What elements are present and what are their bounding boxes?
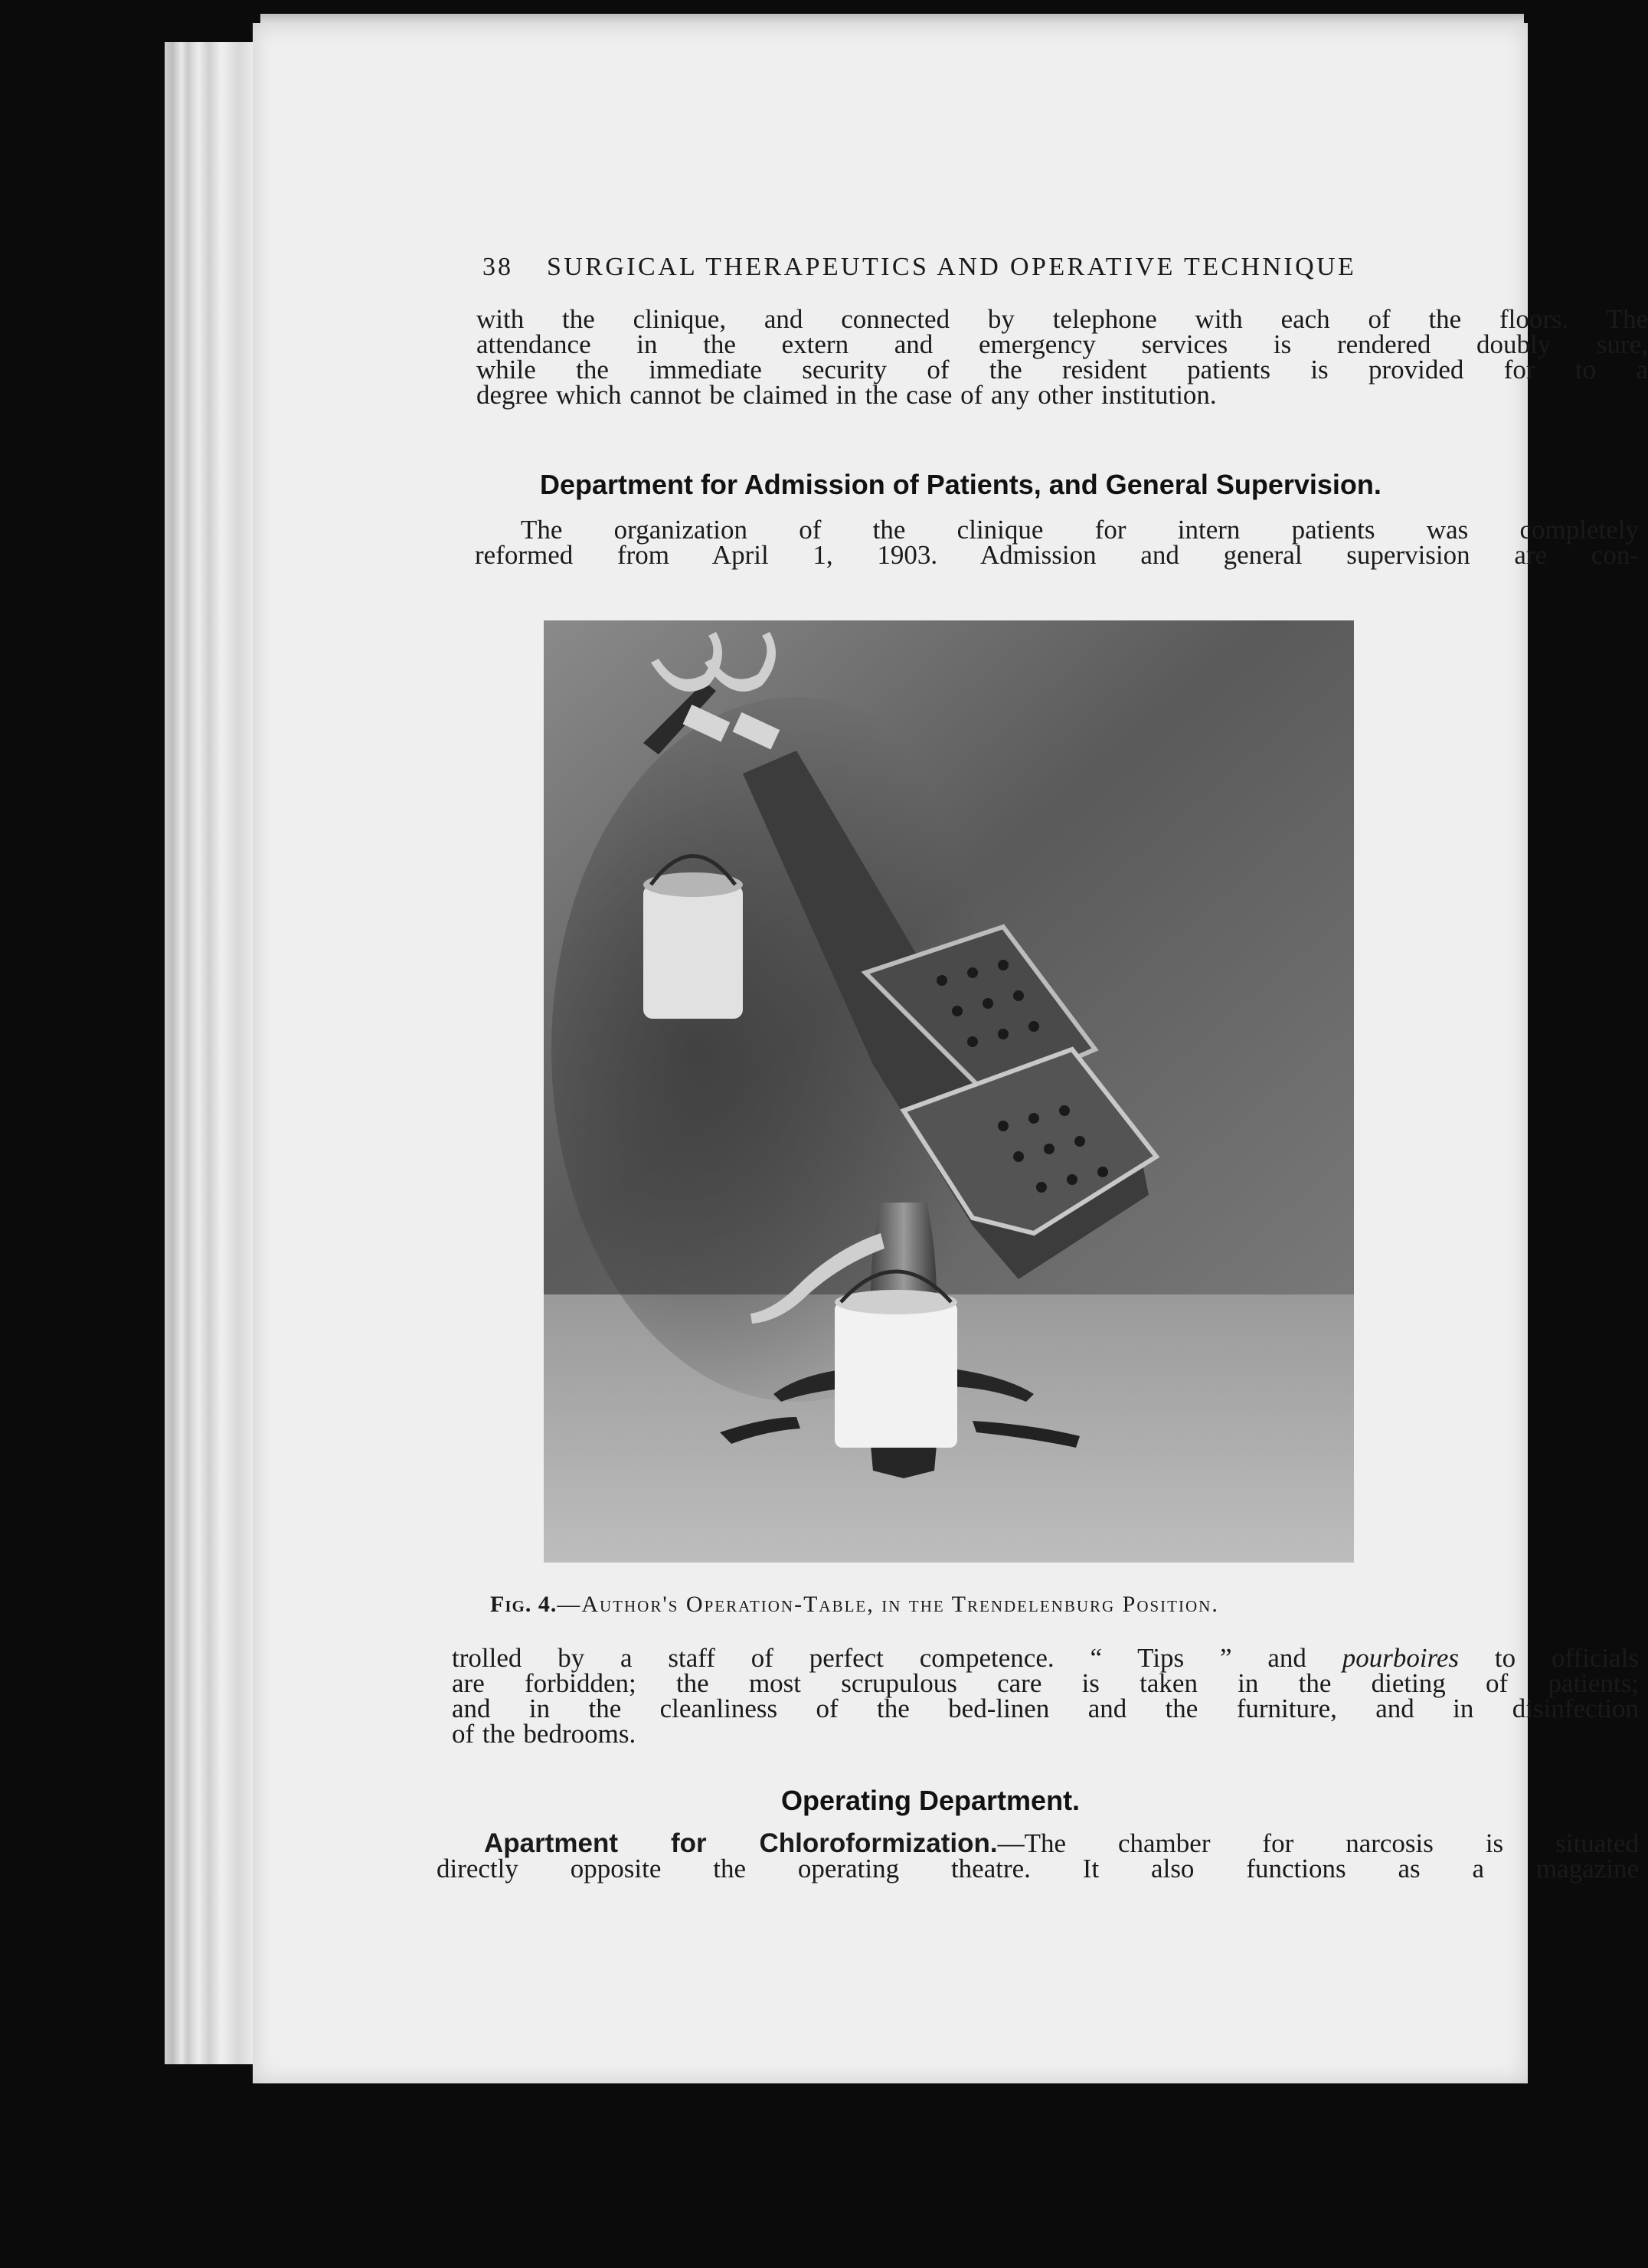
section-heading-operating: Operating Department.: [781, 1785, 1081, 1816]
paragraph-2-line: reformed from April 1, 1903. Admission and general supervision are con-: [475, 540, 1639, 570]
running-head: [482, 253, 1646, 282]
paragraph-3-line: and in the cleanliness of the bed-linen and the furniture, and in disinfection: [452, 1694, 1639, 1723]
paragraph-4-line-2: directly opposite the operating theatre. It also functions as a magazine: [437, 1854, 1639, 1883]
paragraph-2: [475, 517, 1639, 568]
paragraph-3-line: of the bedrooms.: [452, 1719, 636, 1749]
paragraph-3-line-1-end: to officials: [1459, 1643, 1639, 1673]
paragraph-1: [476, 304, 1648, 410]
section-heading-admission: Department for Admission of Patients, and General Supervision.: [540, 469, 1382, 500]
figure-photograph-operation-table: [544, 620, 1354, 1563]
page-number: 38: [482, 253, 513, 281]
book-page: [253, 23, 1648, 2083]
figure-caption: [490, 1592, 1623, 1618]
paragraph-3-line-1: [452, 1645, 1639, 1671]
paragraph-1-line: degree which cannot be claimed in the case of any other institution.: [476, 380, 1217, 410]
paragraph-4-line-1: [437, 1828, 1639, 1858]
paragraph-3-line-1-start: trolled by a staff of perfect competence. “ Tips ” and: [452, 1643, 1342, 1673]
paragraph-1-line: with the clinique, and connected by telephone with each of the floors. The: [476, 304, 1648, 334]
paragraph-1-line: while the immediate security of the resident patients is provided for to a: [476, 355, 1648, 385]
paragraph-4-line-1-rest: —The chamber for narcosis is situated: [997, 1828, 1639, 1858]
italic-term: pourboires: [1342, 1643, 1460, 1673]
paragraph-1-line: attendance in the extern and emergency services is rendered doubly sure,: [476, 329, 1648, 359]
paragraph-3-line: are forbidden; the most scrupulous care is taken in the dieting of patients;: [452, 1668, 1639, 1698]
paragraph-2-line: The organization of the clinique for intern patients was completely: [521, 515, 1639, 545]
running-head-title: SURGICAL THERAPEUTICS AND OPERATIVE TECHNIQUE: [547, 253, 1357, 281]
operation-table-illustration: [544, 620, 1354, 1563]
figure-label: Fig. 4.: [490, 1592, 558, 1617]
paragraph-4: [437, 1828, 1639, 1883]
paragraph-3: [452, 1643, 1639, 1749]
subsection-heading-chloroformization: Apartment for Chloroformization.: [484, 1828, 998, 1858]
figure-caption-text: —Author's Operation-Table, in the Trendelenburg Position.: [557, 1592, 1219, 1617]
